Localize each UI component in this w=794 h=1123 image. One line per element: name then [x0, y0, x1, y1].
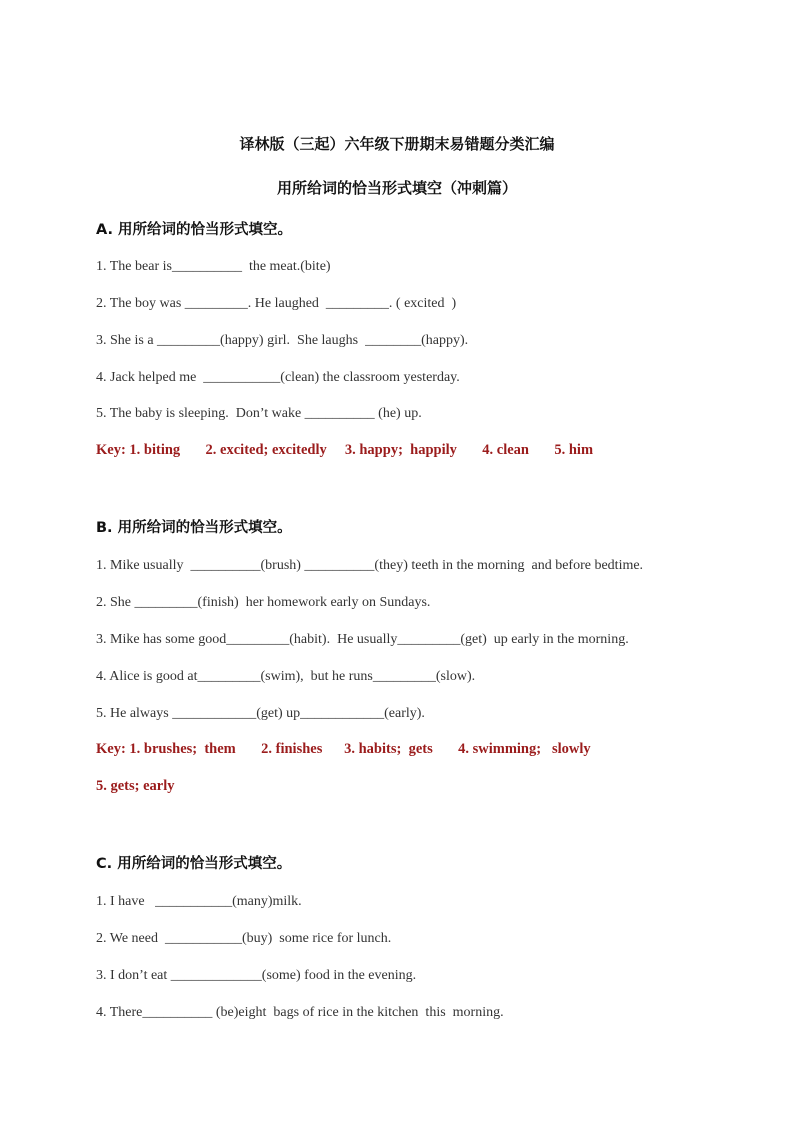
section-a-question-3: 3. She is a _________(happy) girl. She laughs ________(happy). [96, 333, 469, 348]
section-a-question-4: 4. Jack helped me ___________(clean) the classroom yesterday. [96, 370, 460, 385]
section-b-question-5: 5. He always ____________(get) up____________(early). [96, 706, 425, 721]
section-c-question-4: 4. There__________ (be)eight bags of rice in the kitchen this morning. [96, 1005, 504, 1020]
section-a-question-5: 5. The baby is sleeping. Don’t wake __________ (he) up. [96, 406, 422, 421]
section-a-answer-key: Key: 1. biting 2. excited; excitedly 3. happy; happily 4. clean 5. him [96, 442, 594, 458]
section-b-answer-key: Key: 1. brushes; them 2. finishes 3. habits; gets 4. swimming; slowly [96, 741, 591, 757]
section-c-question-3: 3. I don’t eat _____________(some) food in the evening. [96, 968, 417, 983]
section-a-question-2: 2. The boy was _________. He laughed _________. ( excited ) [96, 296, 457, 311]
section-b-heading: B. 用所给词的恰当形式填空。 [96, 520, 292, 536]
section-b-question-3: 3. Mike has some good_________(habit). He usually_________(get) up early in the morning. [96, 632, 629, 647]
section-a-heading: A. 用所给词的恰当形式填空。 [96, 222, 293, 238]
section-c-question-2: 2. We need ___________(buy) some rice for lunch. [96, 931, 392, 946]
document-subtitle: 用所给词的恰当形式填空（冲刺篇） [276, 179, 517, 197]
section-c-question-1: 1. I have ___________(many)milk. [96, 894, 302, 909]
section-b-question-4: 4. Alice is good at_________(swim), but he runs_________(slow). [96, 669, 476, 684]
section-b-answer-key-continued: 5. gets; early [96, 778, 175, 794]
section-b-question-1: 1. Mike usually __________(brush) __________(they) teeth in the morning and before bedtime. [96, 558, 644, 573]
section-a-question-1: 1. The bear is__________ the meat.(bite) [96, 259, 331, 274]
section-b-question-2: 2. She _________(finish) her homework early on Sundays. [96, 595, 431, 610]
section-c-heading: C. 用所给词的恰当形式填空。 [96, 856, 292, 872]
document-title: 译林版（三起）六年级下册期末易错题分类汇编 [239, 135, 555, 153]
